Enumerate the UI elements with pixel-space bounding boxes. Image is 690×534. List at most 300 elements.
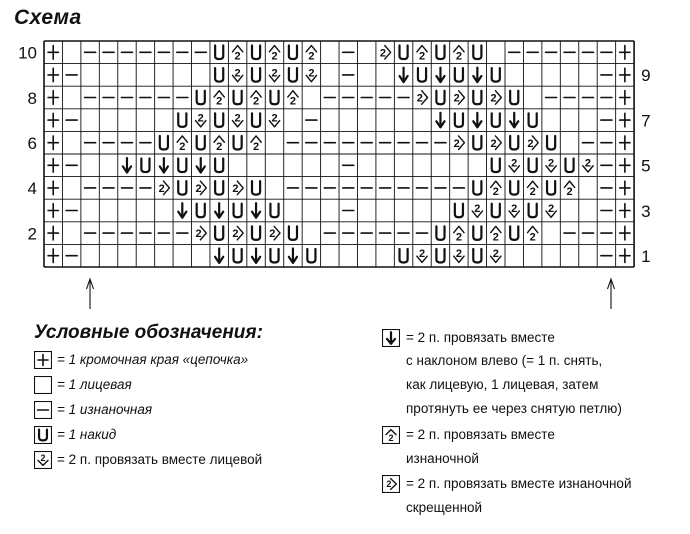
svg-text:2: 2 [195,228,202,241]
repeat-start-arrow [87,279,94,309]
svg-text:2: 2 [234,50,241,63]
stitch-yarn-over [247,41,265,64]
stitch-ssk-left-slant [247,199,265,222]
stitch-yarn-over [487,109,505,132]
stitch-purl [579,86,597,109]
stitch-knit [376,244,394,267]
stitch-knit [321,64,339,87]
stitch-yarn-over [228,244,246,267]
stitch-knit [265,154,283,177]
stitch-purl [357,131,375,154]
stitch-ssk-left-slant [118,154,136,177]
stitch-knit [81,244,99,267]
legend-text-yarn-over: = 1 накид [57,427,117,442]
svg-text:2: 2 [308,50,315,63]
svg-text:2: 2 [455,50,462,63]
stitch-purl [560,86,578,109]
stitch-knit [155,244,173,267]
stitch-yarn-over [247,222,265,245]
stitch-purl [339,199,357,222]
stitch-knit [284,199,302,222]
stitch-purl [542,41,560,64]
stitch-knit [339,109,357,132]
stitch-purl [579,131,597,154]
svg-text:2: 2 [271,67,278,80]
stitch-knit [413,109,431,132]
legend-text-ssk-4: протянуть ее через снятую петлю) [406,401,622,416]
stitch-p2tog [284,86,302,109]
stitch-knit [505,244,523,267]
stitch-purl [339,64,357,87]
stitch-ssk-left-slant [394,64,412,87]
stitch-purl [579,41,597,64]
stitch-knit [542,244,560,267]
stitch-knit [321,199,339,222]
stitch-purl [81,131,99,154]
stitch-yarn-over [265,199,283,222]
row-number: 6 [27,134,37,154]
stitch-purl [431,177,449,200]
row-number: 5 [641,156,651,176]
stitch-purl [357,86,375,109]
svg-text:2: 2 [252,95,260,108]
svg-text:2: 2 [158,182,165,195]
stitch-knit [62,177,80,200]
row-number: 3 [641,201,651,221]
stitch-p2tog [413,41,431,64]
stitch-yarn-over [155,131,173,154]
stitch-purl [339,86,357,109]
stitch-knit [118,199,136,222]
stitch-purl [321,86,339,109]
svg-text:2: 2 [527,137,534,150]
svg-text:2: 2 [216,95,223,108]
stitch-knit [394,109,412,132]
stitch-knit [118,64,136,87]
stitch-yarn-over [505,177,523,200]
stitch-purl [376,131,394,154]
stitch-ssk-left-slant [247,244,265,267]
stitch-purl [302,109,320,132]
stitch-knit [376,154,394,177]
stitch-k2tog [505,199,523,222]
stitch-purl [284,131,302,154]
stitch-yarn-over [487,199,505,222]
stitch-yarn-over [265,244,283,267]
stitch-p2tog [450,41,468,64]
legend-text-k2tog: = 2 п. провязать вместе лицевой [57,452,263,467]
stitch-yarn-over [210,154,228,177]
stitch-k2tog [450,244,468,267]
stitch-yarn-over [542,177,560,200]
legend-text-p2tog-2: изнаночной [406,451,479,466]
stitch-k2tog [487,244,505,267]
stitch-yarn-over [210,222,228,245]
stitch-p2tog-tbl [450,131,468,154]
stitch-ssk-left-slant [210,199,228,222]
legend-symbol-knit [34,376,52,394]
stitch-knit [136,64,154,87]
legend-text-ssk-3: как лицевую, 1 лицевая, затем [406,377,599,392]
stitch-p2tog-tbl [228,177,246,200]
stitch-edge-stitch [616,222,634,245]
stitch-knit [302,154,320,177]
stitch-knit [62,131,80,154]
stitch-k2tog [265,109,283,132]
svg-text:2: 2 [548,157,555,170]
stitch-knit [228,154,246,177]
svg-text:2: 2 [511,157,518,170]
stitch-purl [597,86,615,109]
stitch-yarn-over [302,244,320,267]
stitch-yarn-over [284,41,302,64]
stitch-purl [560,222,578,245]
stitch-purl [339,41,357,64]
stitch-purl [597,64,615,87]
stitch-purl [597,41,615,64]
stitch-purl [62,64,80,87]
svg-text:2: 2 [416,92,423,105]
stitch-p2tog-tbl [487,86,505,109]
stitch-p2tog-tbl [523,131,541,154]
stitch-purl [339,131,357,154]
stitch-knit [302,199,320,222]
stitch-edge-stitch [616,154,634,177]
stitch-purl [339,177,357,200]
stitch-purl [81,177,99,200]
stitch-k2tog [505,154,523,177]
stitch-edge-stitch [44,244,62,267]
stitch-edge-stitch [44,131,62,154]
stitch-p2tog [247,86,265,109]
stitch-yarn-over [542,131,560,154]
stitch-edge-stitch [616,86,634,109]
svg-text:2: 2 [40,453,46,464]
stitch-edge-stitch [616,64,634,87]
stitch-knit [321,244,339,267]
stitch-purl [192,41,210,64]
stitch-p2tog [487,177,505,200]
stitch-knit [136,244,154,267]
svg-text:2: 2 [271,50,278,63]
stitch-purl [173,86,191,109]
stitch-purl [62,109,80,132]
row-number: 7 [641,111,651,131]
legend-text-knit: = 1 лицевая [57,377,132,392]
stitch-edge-stitch [44,64,62,87]
stitch-knit [413,199,431,222]
svg-text:2: 2 [453,92,460,105]
legend-symbol-p2tog [382,426,400,444]
stitch-purl [136,41,154,64]
stitch-purl [173,222,191,245]
stitch-yarn-over [468,86,486,109]
stitch-ssk-left-slant [210,244,228,267]
stitch-k2tog [265,64,283,87]
stitch-knit [413,154,431,177]
stitch-yarn-over [228,131,246,154]
svg-text:2: 2 [418,248,426,261]
stitch-edge-stitch [44,154,62,177]
legend-text-p2tog-tbl-2: скрещенной [406,500,483,515]
stitch-yarn-over [560,154,578,177]
stitch-purl [62,199,80,222]
stitch-purl [155,86,173,109]
stitch-yarn-over [136,154,154,177]
stitch-purl [560,41,578,64]
stitch-p2tog [210,131,228,154]
stitch-knit [560,131,578,154]
stitch-knit [357,154,375,177]
stitch-p2tog-tbl [155,177,173,200]
stitch-yarn-over [192,86,210,109]
stitch-yarn-over [228,86,246,109]
stitch-ssk-left-slant [468,64,486,87]
stitch-yarn-over [247,109,265,132]
svg-text:2: 2 [379,47,386,60]
stitch-edge-stitch [44,109,62,132]
stitch-knit [560,244,578,267]
legend-symbol-p2tog-tbl [382,475,400,493]
stitch-purl [118,131,136,154]
stitch-k2tog [192,109,210,132]
chart-title: Схема [14,6,82,29]
stitch-yarn-over [468,177,486,200]
stitch-purl [394,222,412,245]
stitch-knit [99,109,117,132]
svg-text:2: 2 [455,231,462,244]
stitch-knit [487,41,505,64]
stitch-yarn-over [284,222,302,245]
stitch-knit [579,177,597,200]
stitch-k2tog [579,154,597,177]
stitch-purl [357,177,375,200]
svg-text:2: 2 [529,186,536,199]
stitch-edge-stitch [616,41,634,64]
stitch-yarn-over [431,41,449,64]
row-number: 9 [641,66,651,86]
stitch-knit [505,64,523,87]
row-number: 8 [27,88,37,108]
stitch-knit [376,64,394,87]
svg-text:2: 2 [271,112,278,125]
stitch-knit [431,154,449,177]
stitch-purl [136,86,154,109]
stitch-purl [339,222,357,245]
stitch-knit [579,64,597,87]
stitch-knit [394,199,412,222]
svg-text:2: 2 [308,67,315,80]
stitch-k2tog [468,199,486,222]
stitch-yarn-over [468,222,486,245]
stitch-p2tog-tbl [450,86,468,109]
stitch-purl [81,222,99,245]
stitch-p2tog [265,41,283,64]
stitch-knit [173,64,191,87]
stitch-purl [376,222,394,245]
stitch-yarn-over [505,222,523,245]
row-number: 4 [27,179,37,199]
stitch-k2tog [413,244,431,267]
stitch-yarn-over [210,177,228,200]
svg-text:2: 2 [453,137,460,150]
stitch-purl [99,222,117,245]
stitch-purl [376,86,394,109]
stitch-purl [597,244,615,267]
stitch-edge-stitch [44,199,62,222]
stitch-knit [284,109,302,132]
svg-text:2: 2 [216,140,223,153]
svg-text:2: 2 [511,202,518,215]
stitch-knit [136,199,154,222]
stitch-knit [560,199,578,222]
stitch-purl [136,222,154,245]
stitch-purl [450,177,468,200]
svg-text:2: 2 [418,50,426,63]
stitch-knit [81,199,99,222]
stitch-yarn-over [228,199,246,222]
stitch-edge-stitch [616,109,634,132]
stitch-knit [542,109,560,132]
stitch-purl [99,41,117,64]
stitch-p2tog [560,177,578,200]
row-number: 10 [18,43,37,63]
stitch-p2tog [523,177,541,200]
stitch-purl [597,131,615,154]
stitch-knit [118,244,136,267]
stitch-yarn-over [394,41,412,64]
legend-text-edge: = 1 кромочная края «цепочка» [57,352,249,367]
stitch-yarn-over [487,154,505,177]
row-number: 2 [27,224,37,244]
stitch-yarn-over [450,109,468,132]
stitch-knit [357,199,375,222]
stitch-purl [155,41,173,64]
svg-text:2: 2 [179,140,186,153]
stitch-ssk-left-slant [431,109,449,132]
legend-text-purl: = 1 изнаночная [57,402,153,417]
stitch-p2tog-tbl [376,41,394,64]
svg-text:2: 2 [386,479,392,490]
stitch-purl [321,131,339,154]
stitch-knit [542,222,560,245]
stitch-knit [560,109,578,132]
stitch-knit [99,64,117,87]
stitch-purl [523,41,541,64]
stitch-purl [81,86,99,109]
svg-text:2: 2 [584,157,592,170]
stitch-knit [118,109,136,132]
stitch-yarn-over [210,109,228,132]
stitch-purl [62,244,80,267]
stitch-knit [99,244,117,267]
stitch-yarn-over [487,64,505,87]
stitch-purl [118,177,136,200]
stitch-purl [394,177,412,200]
stitch-purl [597,199,615,222]
stitch-purl [118,222,136,245]
stitch-knit [99,199,117,222]
stitch-purl [173,41,191,64]
stitch-knit [265,177,283,200]
stitch-p2tog-tbl [265,222,283,245]
stitch-knit [394,154,412,177]
stitch-p2tog [302,41,320,64]
stitch-knit [523,244,541,267]
stitch-knit [357,109,375,132]
stitch-knit [321,109,339,132]
svg-text:2: 2 [234,67,241,80]
legend-title: Условные обозначения: [34,322,263,343]
stitch-yarn-over [173,177,191,200]
stitch-yarn-over [413,64,431,87]
stitch-ssk-left-slant [505,109,523,132]
stitch-yarn-over [450,64,468,87]
stitch-p2tog-tbl [192,222,210,245]
svg-text:2: 2 [490,92,497,105]
stitch-purl [597,177,615,200]
stitch-knit [192,244,210,267]
stitch-yarn-over [523,154,541,177]
stitch-knit [99,154,117,177]
stitch-knit [192,64,210,87]
stitch-yarn-over [394,244,412,267]
svg-text:2: 2 [548,202,555,215]
stitch-ssk-left-slant [155,154,173,177]
stitch-purl [62,154,80,177]
legend-symbol-k2tog [34,451,52,469]
stitch-knit [265,131,283,154]
stitch-purl [413,131,431,154]
stitch-purl [321,177,339,200]
stitch-p2tog-tbl [413,86,431,109]
stitch-knit [357,64,375,87]
svg-text:2: 2 [492,248,499,261]
stitch-knit [560,64,578,87]
stitch-yarn-over [173,109,191,132]
stitch-yarn-over [505,131,523,154]
svg-text:2: 2 [529,231,536,244]
stitch-knit [173,244,191,267]
legend-text-p2tog-1: = 2 п. провязать вместе [406,427,555,442]
stitch-edge-stitch [616,199,634,222]
svg-text:2: 2 [252,140,260,153]
stitch-knit [542,64,560,87]
stitch-yarn-over [431,244,449,267]
stitch-ssk-left-slant [192,154,210,177]
stitch-knit [155,64,173,87]
stitch-edge-stitch [616,244,634,267]
stitch-yarn-over [468,131,486,154]
stitch-purl [136,131,154,154]
stitch-yarn-over [192,131,210,154]
stitch-purl [136,177,154,200]
stitch-knit [468,154,486,177]
stitch-edge-stitch [616,131,634,154]
svg-text:2: 2 [455,248,462,261]
stitch-knit [579,199,597,222]
stitch-purl [321,222,339,245]
stitch-knit [431,199,449,222]
stitch-yarn-over [210,64,228,87]
stitch-purl [302,131,320,154]
stitch-purl [413,177,431,200]
stitch-yarn-over [523,109,541,132]
stitch-purl [542,86,560,109]
svg-text:2: 2 [490,137,497,150]
stitch-purl [357,222,375,245]
stitch-p2tog [450,222,468,245]
